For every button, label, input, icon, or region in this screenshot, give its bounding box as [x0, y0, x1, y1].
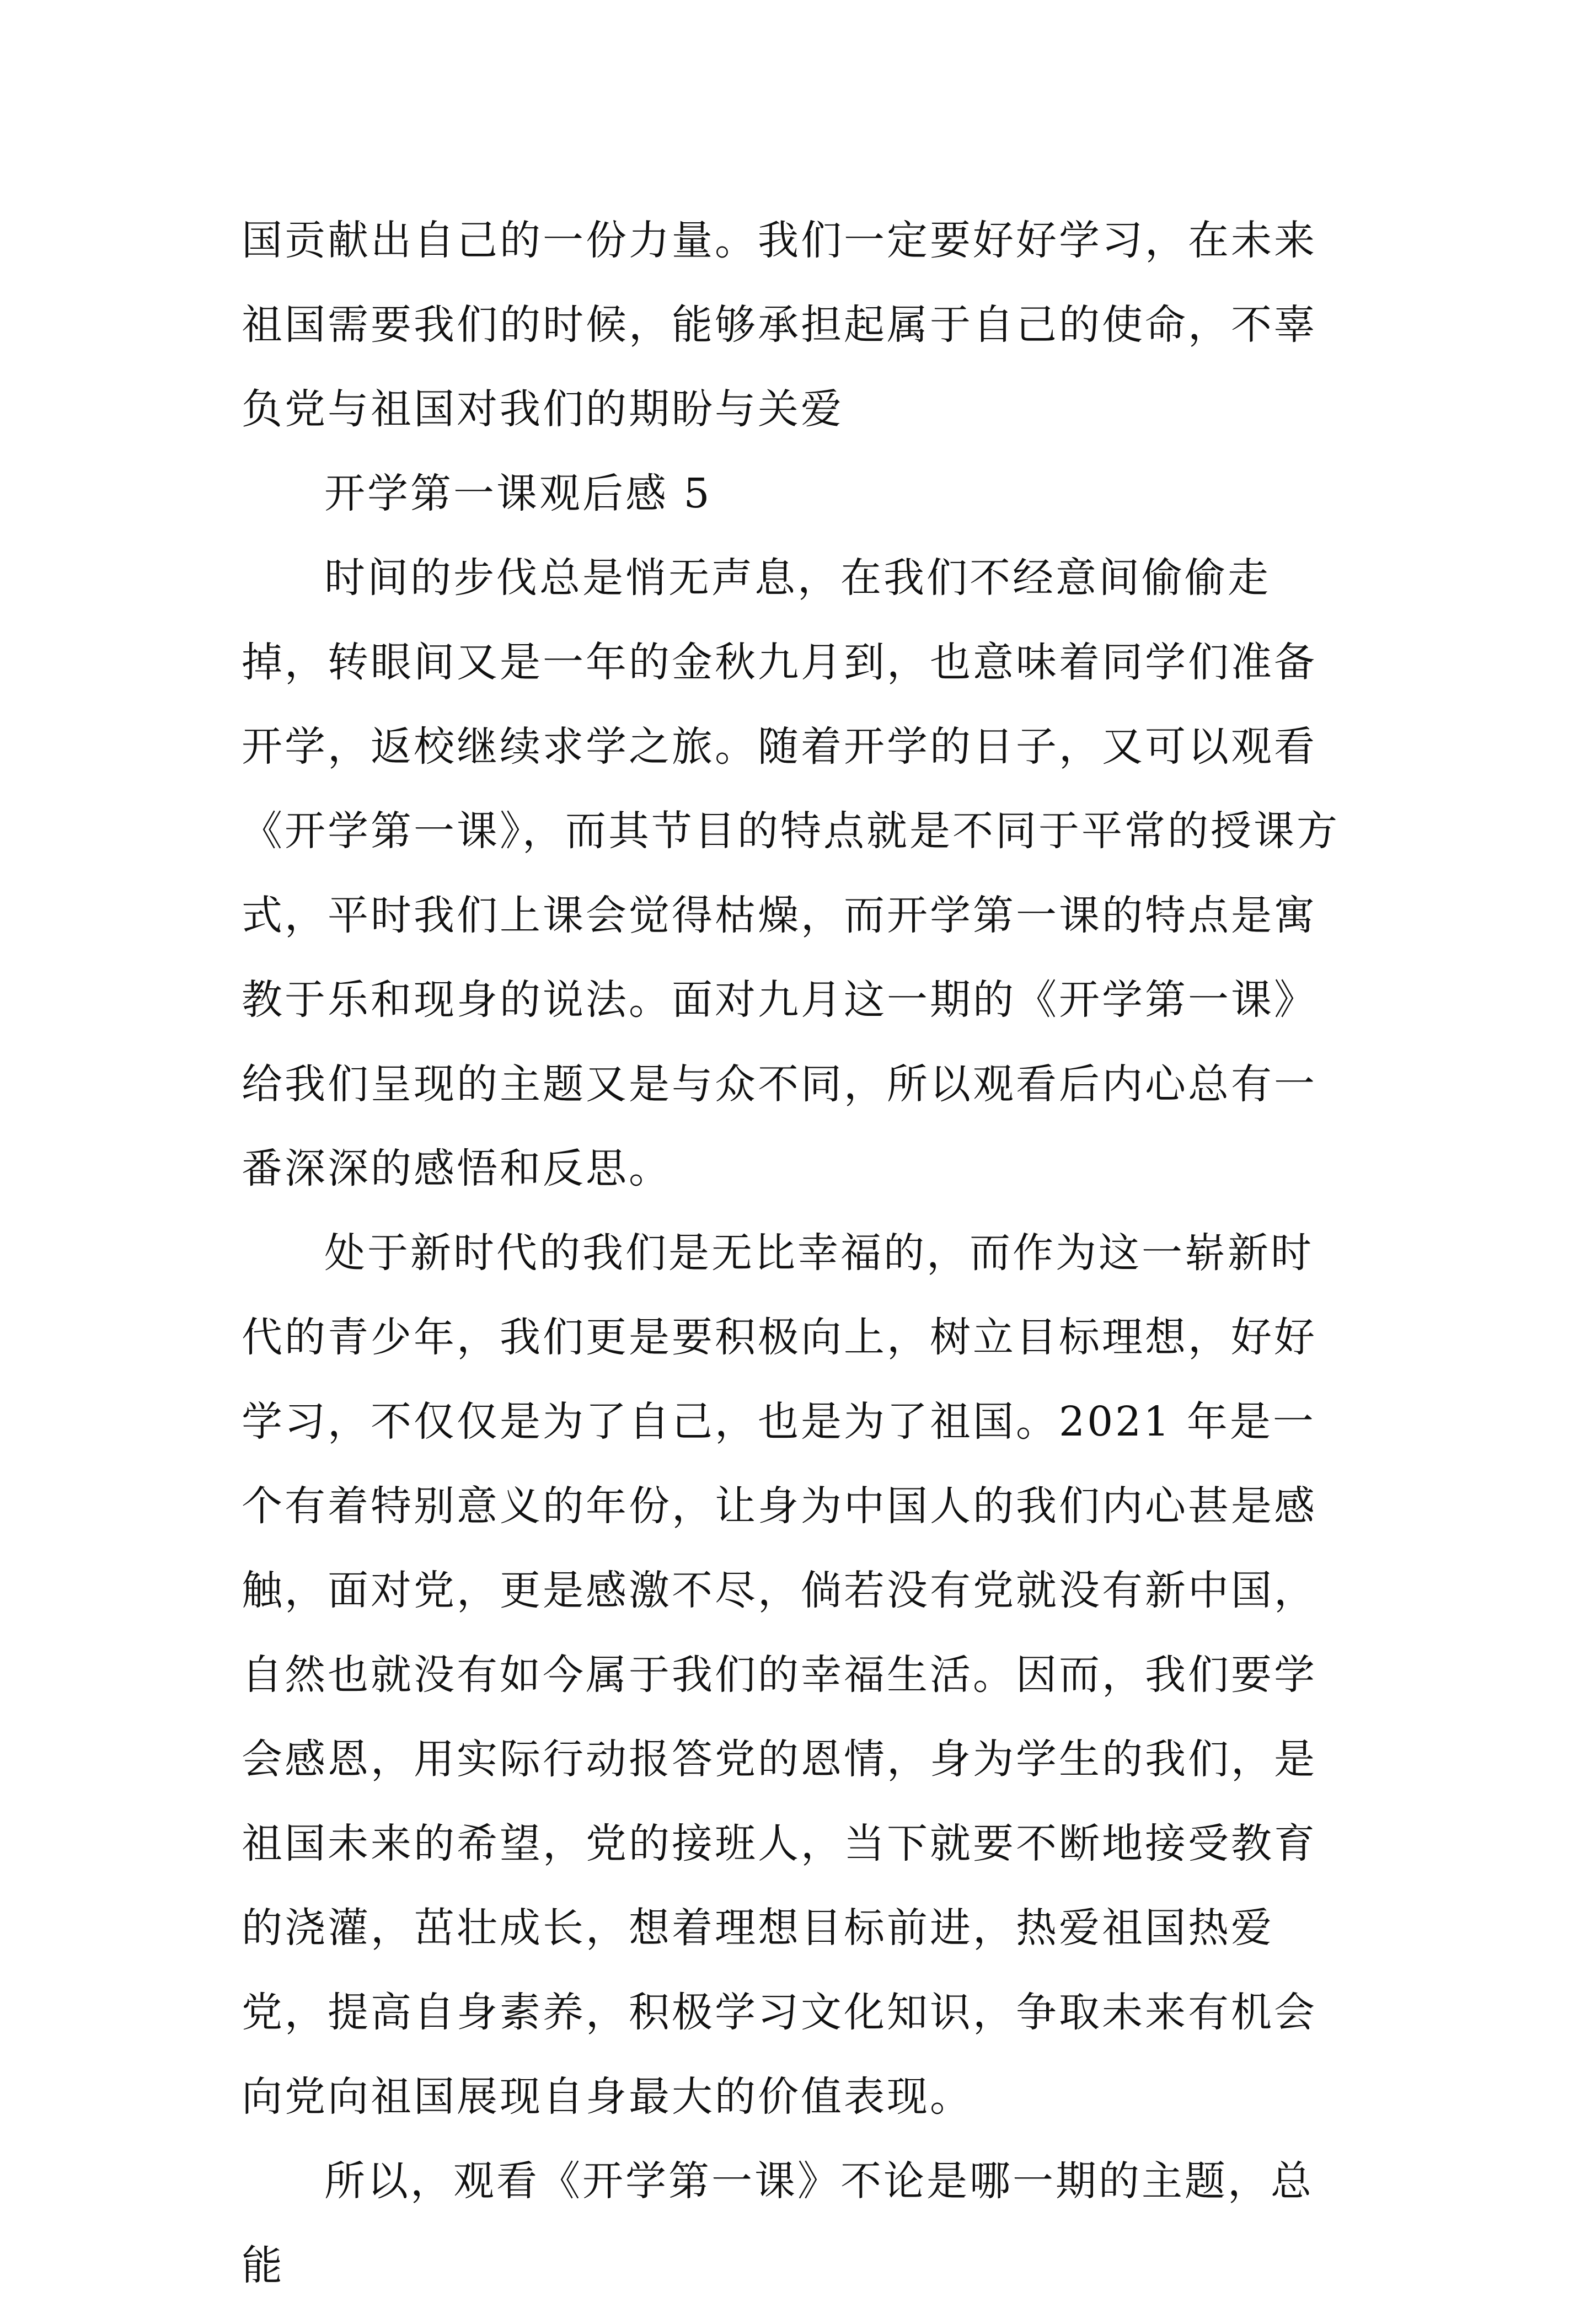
- body-text: [242, 199, 1350, 2308]
- paragraph: 时间的步伐总是悄无声息，在我们不经意间偷偷走掉，转眼间又是一年的金秋九月到，也意味着同学们准备开学，返校继续求学之旅。随着开学的日子，又可以观看《开学第一课》，而其节目的特点就是不同于平常的授课方式，平时我们上课会觉得枯燥，而开学第一课的特点是寓教于乐和现身的说法。面对九月这一期的《开学第一课》给我们呈现的主题又是与众不同，所以观看后内心总有一番深深的感悟和反思。: [242, 554, 1340, 1192]
- paragraph-continued: 国贡献出自己的一份力量。我们一定要好好学习，在未来祖国需要我们的时候，能够承担起属于自己的使命，不辜负党与祖国对我们的期盼与关爱: [242, 217, 1317, 433]
- section-title: 开学第一课观后感 5: [324, 470, 712, 517]
- paragraph: 处于新时代的我们是无比幸福的，而作为这一崭新时代的青少年，我们更是要积极向上，树立目标理想，好好学习，不仅仅是为了自己，也是为了祖国。2021 年是一个有着特别意义的年份，让身为中国人的我们内心甚是感触，面对党，更是感激不尽，倘若没有党就没有新中国，自然也就没有如今属于我们的幸福生活。因而，我们要学会感恩，用实际行动报答党的恩情，身为学生的我们，是祖国未来的希望，党的接班人，当下就要不断地接受教育的浇灌，茁壮成长，想着理想目标前进，热爱祖国热爱党，提高自身素养，积极学习文化知识，争取未来有机会向党向祖国展现自身最大的价值表现。: [242, 1229, 1317, 2120]
- paragraph: 所以，观看《开学第一课》不论是哪一期的主题，总能: [242, 2157, 1314, 2289]
